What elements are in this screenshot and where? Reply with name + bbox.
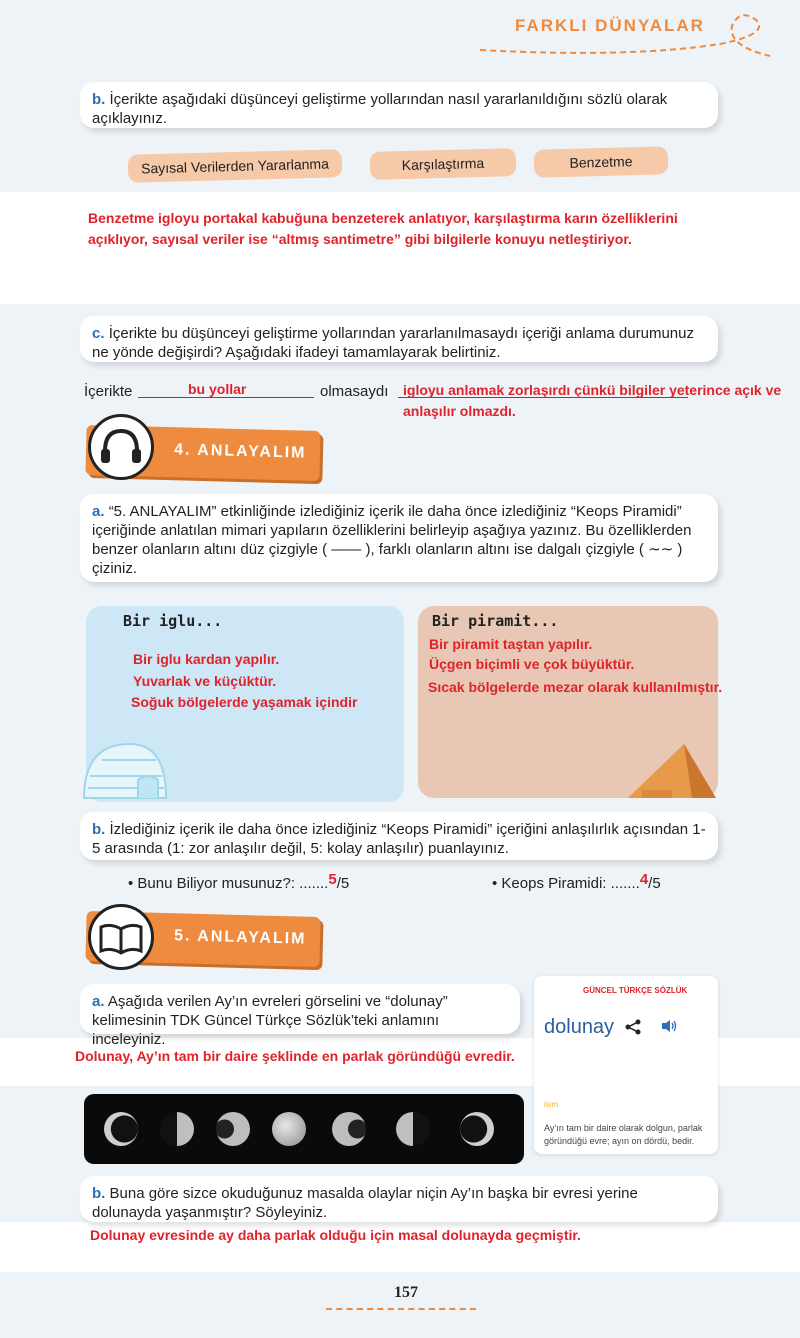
book-icon [88,904,154,970]
section-4-title: 4. ANLAYALIM [173,441,307,462]
moon-phase-5 [332,1112,366,1146]
question-letter: b. [92,91,106,108]
moon-phase-2 [160,1112,194,1146]
question-b1-card [80,82,718,128]
moon-phase-1 [104,1112,138,1146]
rating-2-label: • Keops Piramidi: ....... [492,875,640,892]
question-letter: a. [92,503,105,520]
question-text: İçerikte aşağıdaki düşünceyi geliştirme yollarından nasıl yararlanıldığını sözlü olarak açıklayınız. [92,91,668,127]
question-letter: c. [92,325,105,342]
rating-1 [128,871,350,892]
igloo-title: Bir iglu... [123,612,223,630]
header-dashed-swirl [470,6,800,66]
pyramid-line-1: Bir piramit taştan yapılır. [429,636,593,652]
fill-answer-1: bu yollar [188,381,247,397]
rating-2 [492,871,661,892]
answer-b1: Benzetme igloyu portakal kabuğuna benzeterek anlatıyor, karşılaştırma karın özelliklerini açıklıyor, sayısal veriler ise “altmış santimetre” gibi bilgilerle konuyu netleştiriyor. [88,210,678,247]
page-number: 157 [394,1284,418,1301]
dictionary-tag: isim [544,1100,559,1109]
igloo-line-2: Yuvarlak ve küçüktür. [133,673,277,689]
rating-1-label: • Bunu Biliyor musunuz?: ....... [128,875,329,892]
rating-2-value: 4 [639,871,649,888]
moon-phases-strip [84,1094,524,1164]
rating-2-suffix: /5 [648,875,661,892]
dictionary-word: dolunay [544,1016,615,1038]
question-text: Aşağıda verilen Ay’ın evreleri görselini ve “dolunay” kelimesinin TDK Güncel Türkçe Sözlük’teki anlamını inceleyiniz. [92,993,448,1048]
igloo-line-3: Soğuk bölgelerde yaşamak içindir [131,694,358,710]
igloo-illustration [80,736,170,800]
question-letter: a. [92,993,105,1010]
question-letter: b. [92,821,106,838]
pill-analogy: Benzetme [534,146,669,177]
question-text: İzlediğiniz içerik ile daha önce izlediğiniz “Keops Piramidi” içeriğini anlaşılırlık açısından 1-5 arasında (1: zor anlaşılır değil, 5: kolay anlaşılır) puanlayınız. [92,821,706,857]
dictionary-definition: Ay’ın tam bir daire olarak dolgun, parlak göründüğü evre; ayın on dördü, bedir. [544,1123,703,1146]
answer-5a: Dolunay, Ay’ın tam bir daire şeklinde en parlak göründüğü evredir. [75,1048,515,1064]
pyramid-line-3: Sıcak bölgelerde mezar olarak kullanılmıştır. [428,679,723,695]
moon-phase-3 [216,1112,250,1146]
question-text: İçerikte bu düşünceyi geliştirme yollarından yararlanılmasaydı içeriği anlama durumunuz ne yönde değişirdi? Aşağıdaki ifadeyi tamamlayarak belirtiniz. [92,325,694,361]
rating-1-value: 5 [328,871,337,888]
pill-comparison: Karşılaştırma [370,148,517,180]
headphones-icon [88,414,154,480]
moon-phase-7 [460,1112,494,1146]
answer-5b: Dolunay evresinde ay daha parlak olduğu için masal dolunayda geçmiştir. [90,1227,581,1243]
fill-line-1 [138,397,314,398]
fill-middle: olmasaydı [320,383,389,400]
question-letter: b. [92,1185,106,1202]
fill-prefix: İçerikte [84,383,133,400]
footer-dashed-line [326,1308,476,1310]
page-header-title: FARKLI DÜNYALAR [515,16,705,35]
question-4b-card [80,812,718,860]
question-5b-card [80,1176,718,1222]
igloo-line-1: Bir iglu kardan yapılır. [133,651,280,667]
pill-numeric-data: Sayısal Verilerden Yararlanma [128,149,343,183]
speaker-icon[interactable] [660,1018,678,1039]
question-4a-card [80,494,718,582]
moon-phase-6 [396,1112,430,1146]
question-5a-card [80,984,520,1048]
section-5-title: 5. ANLAYALIM [173,927,307,948]
share-icon[interactable] [624,1018,642,1041]
question-text: “5. ANLAYALIM” etkinliğinde izlediğiniz içerik ile daha önce izlediğiniz “Keops Piramidi” içeriğinde anlatılan mimari yapıların özelliklerini belirleyip aşağıya yazınız. Bu özelliklerden benzer olanların altını düz çizgiyle ( —— ), farklı olanların altını ise dalgalı çizgiyle ( ∼∼ ) çiziniz. [92,503,692,577]
rating-1-suffix: /5 [336,875,350,892]
question-text: Buna göre sizce okuduğunuz masalda olaylar niçin Ay’ın başka bir evresi yerine dolunayda yaşanmıştır? Söyleyiniz. [92,1185,638,1221]
pyramid-illustration [622,738,720,800]
pyramid-line-2: Üçgen biçimli ve çok büyüktür. [429,656,635,672]
dictionary-header: GÜNCEL TÜRKÇE SÖZLÜK [583,986,688,995]
moon-phase-4 [272,1112,306,1146]
pyramid-title: Bir piramit... [432,612,559,630]
fill-answer-2: igloyu anlamak zorlaşırdı çünkü bilgiler yeterince açık ve anlaşılır olmazdı. [403,382,782,419]
question-c-card [80,316,718,362]
